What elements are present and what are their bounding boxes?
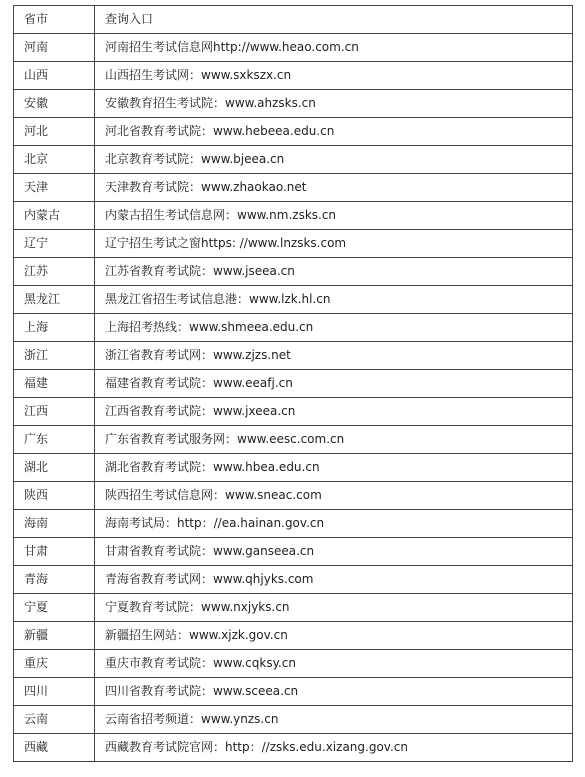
table-row [14, 510, 573, 538]
query-entry-cell: 山西招生考试网：www.sxkszx.cn [95, 62, 573, 90]
query-entry-cell: 黑龙江省招生考试信息港：www.lzk.hl.cn [95, 286, 573, 314]
province-cell: 广东 [14, 426, 95, 454]
query-entry-cell: 海南考试局：http：//ea.hainan.gov.cn [95, 510, 573, 538]
query-entry-cell: 宁夏教育考试院：www.nxjyks.cn [95, 594, 573, 622]
query-entry-cell: 内蒙古招生考试信息网：www.nm.zsks.cn [95, 202, 573, 230]
table-body [14, 34, 573, 762]
table-row [14, 482, 573, 510]
query-entry-cell: 甘肃省教育考试院：www.ganseea.cn [95, 538, 573, 566]
query-entry-cell: 安徽教育招生考试院：www.ahzsks.cn [95, 90, 573, 118]
query-entry-cell: 湖北省教育考试院：www.hbea.edu.cn [95, 454, 573, 482]
query-entry-cell: 青海省教育考试网：www.qhjyks.com [95, 566, 573, 594]
query-entry-cell: 天津教育考试院：www.zhaokao.net [95, 174, 573, 202]
province-cell: 海南 [14, 510, 95, 538]
query-entry-cell: 西藏教育考试院官网：http：//zsks.edu.xizang.gov.cn [95, 734, 573, 762]
query-entry-cell: 陕西招生考试信息网：www.sneac.com [95, 482, 573, 510]
province-cell: 甘肃 [14, 538, 95, 566]
query-entry-cell: 江苏省教育考试院：www.jseea.cn [95, 258, 573, 286]
table-row [14, 650, 573, 678]
query-entry-cell: 上海招考热线：www.shmeea.edu.cn [95, 314, 573, 342]
query-entry-cell: 新疆招生网站：www.xjzk.gov.cn [95, 622, 573, 650]
table-row [14, 622, 573, 650]
table-row [14, 342, 573, 370]
query-entry-cell: 广东省教育考试服务网：www.eesc.com.cn [95, 426, 573, 454]
table-row [14, 734, 573, 762]
province-cell: 内蒙古 [14, 202, 95, 230]
table-row [14, 34, 573, 62]
table-row [14, 230, 573, 258]
header-province: 省市 [14, 6, 95, 34]
province-cell: 宁夏 [14, 594, 95, 622]
table-row [14, 538, 573, 566]
table-row [14, 426, 573, 454]
province-cell: 山西 [14, 62, 95, 90]
province-cell: 辽宁 [14, 230, 95, 258]
table-row [14, 174, 573, 202]
province-cell: 上海 [14, 314, 95, 342]
table-row [14, 594, 573, 622]
query-table-wrapper [13, 5, 573, 762]
query-entry-cell: 河南招生考试信息网http://www.heao.com.cn [95, 34, 573, 62]
query-entry-cell: 浙江省教育考试网：www.zjzs.net [95, 342, 573, 370]
province-cell: 浙江 [14, 342, 95, 370]
province-cell: 北京 [14, 146, 95, 174]
province-cell: 安徽 [14, 90, 95, 118]
table-row [14, 286, 573, 314]
table-row [14, 90, 573, 118]
table-row [14, 118, 573, 146]
province-cell: 江苏 [14, 258, 95, 286]
province-cell: 四川 [14, 678, 95, 706]
query-entry-cell: 重庆市教育考试院：www.cqksy.cn [95, 650, 573, 678]
table-row [14, 398, 573, 426]
table-row [14, 202, 573, 230]
table-row [14, 62, 573, 90]
query-table [13, 5, 573, 762]
query-entry-cell: 河北省教育考试院：www.hebeea.edu.cn [95, 118, 573, 146]
province-cell: 西藏 [14, 734, 95, 762]
province-cell: 江西 [14, 398, 95, 426]
province-cell: 天津 [14, 174, 95, 202]
header-query-entry: 查询入口 [95, 6, 573, 34]
table-row [14, 678, 573, 706]
table-row [14, 314, 573, 342]
query-entry-cell: 江西省教育考试院：www.jxeea.cn [95, 398, 573, 426]
table-row [14, 370, 573, 398]
province-cell: 河北 [14, 118, 95, 146]
province-cell: 新疆 [14, 622, 95, 650]
province-cell: 黑龙江 [14, 286, 95, 314]
query-entry-cell: 北京教育考试院：www.bjeea.cn [95, 146, 573, 174]
province-cell: 陕西 [14, 482, 95, 510]
province-cell: 福建 [14, 370, 95, 398]
table-row [14, 258, 573, 286]
query-entry-cell: 福建省教育考试院：www.eeafj.cn [95, 370, 573, 398]
query-entry-cell: 云南省招考频道：www.ynzs.cn [95, 706, 573, 734]
table-row [14, 454, 573, 482]
province-cell: 青海 [14, 566, 95, 594]
province-cell: 云南 [14, 706, 95, 734]
table-row [14, 566, 573, 594]
table-row [14, 146, 573, 174]
table-header-row [14, 6, 573, 34]
table-row [14, 706, 573, 734]
query-entry-cell: 四川省教育考试院：www.sceea.cn [95, 678, 573, 706]
query-entry-cell: 辽宁招生考试之窗https: //www.lnzsks.com [95, 230, 573, 258]
province-cell: 湖北 [14, 454, 95, 482]
province-cell: 重庆 [14, 650, 95, 678]
province-cell: 河南 [14, 34, 95, 62]
